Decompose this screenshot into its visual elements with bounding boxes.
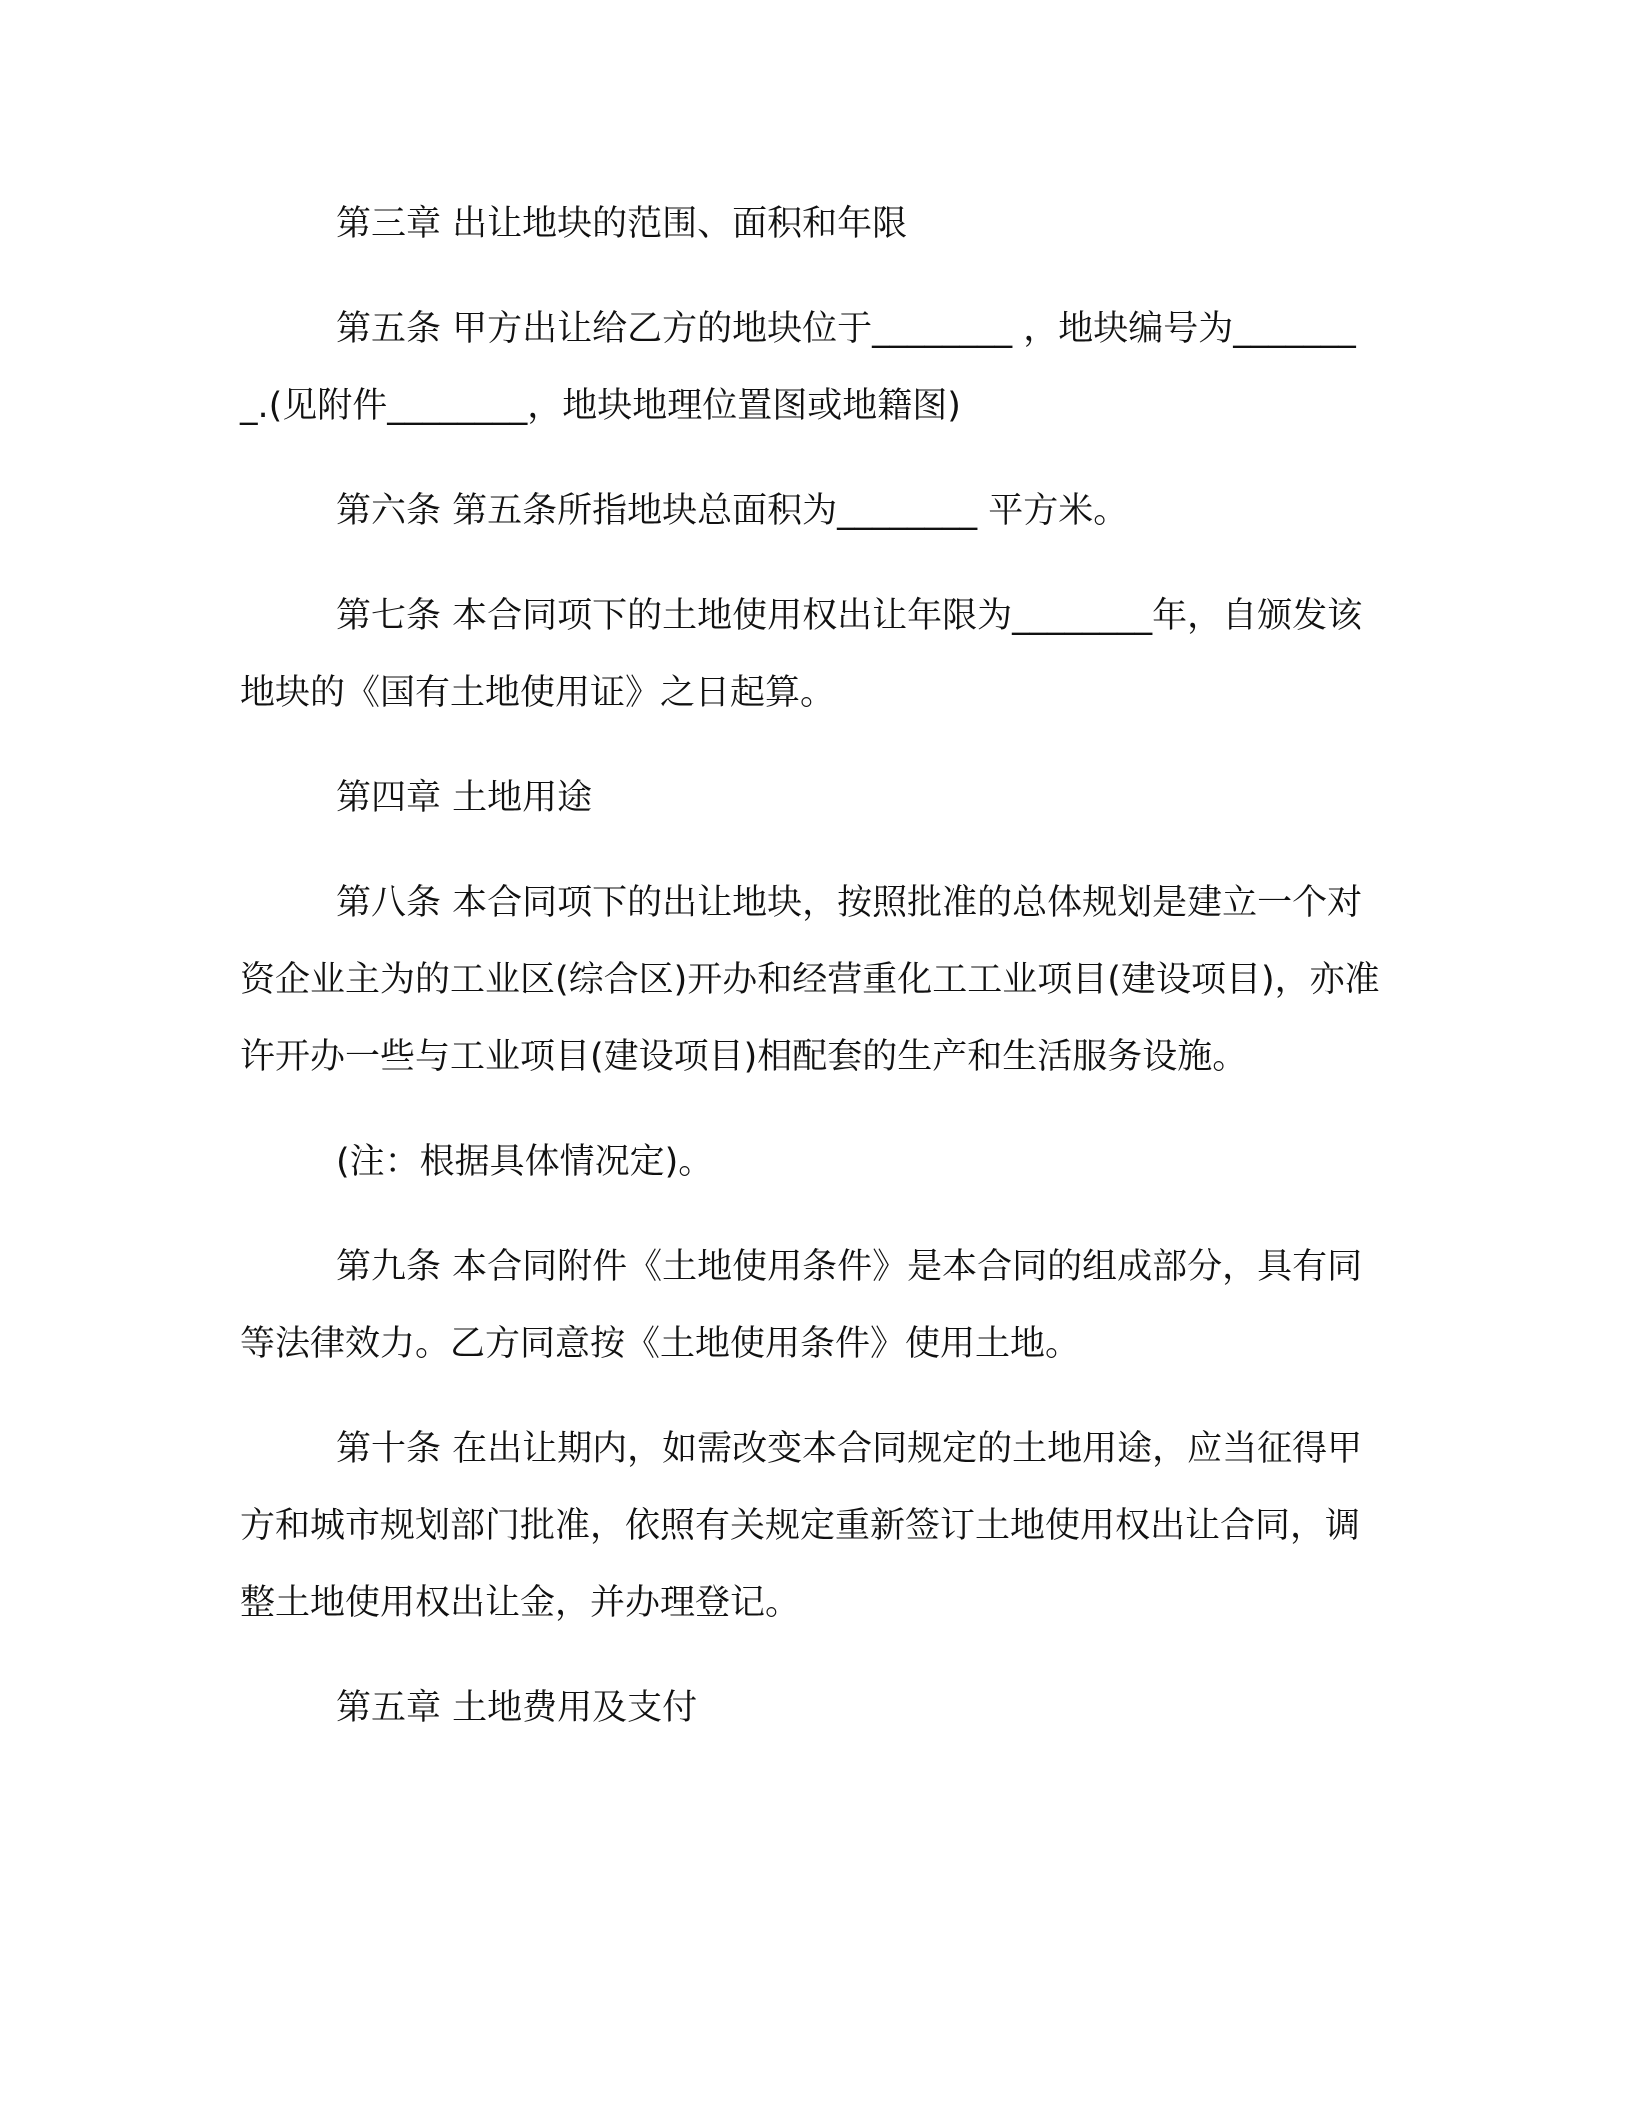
note-paragraph: (注：根据具体情况定)。 xyxy=(336,1142,714,1182)
article-10: 第十条 在出让期内，如需改变本合同规定的土地用途，应当征得甲方和城市规划部门批准，依照有关规定重新签订土地使用权出让合同，调整土地使用权出让金，并办理登记。 xyxy=(240,1429,1363,1623)
chapter-4-heading: 第四章 土地用途 xyxy=(336,778,593,818)
chapter-5-heading: 第五章 土地费用及支付 xyxy=(336,1688,698,1728)
article-6: 第六条 第五条所指地块总面积为________ 平方米。 xyxy=(336,491,1129,531)
article-7: 第七条 本合同项下的土地使用权出让年限为________年，自颁发该地块的《国有土地使用证》之日起算。 xyxy=(240,596,1363,713)
article-5: 第五条 甲方出让给乙方的地块位于________ ，地块编号为________.(见附件________，地块地理位置图或地籍图) xyxy=(240,309,1356,426)
article-9: 第九条 本合同附件《土地使用条件》是本合同的组成部分，具有同等法律效力。乙方同意按《土地使用条件》使用土地。 xyxy=(240,1247,1363,1364)
chapter-3-heading: 第三章 出让地块的范围、面积和年限 xyxy=(336,204,908,244)
article-8: 第八条 本合同项下的出让地块，按照批准的总体规划是建立一个对资企业主为的工业区(综合区)开办和经营重化工工业项目(建设项目)，亦准许开办一些与工业项目(建设项目)相配套的生产和生活服务设施。 xyxy=(240,883,1380,1077)
document-body xyxy=(240,186,1380,1775)
